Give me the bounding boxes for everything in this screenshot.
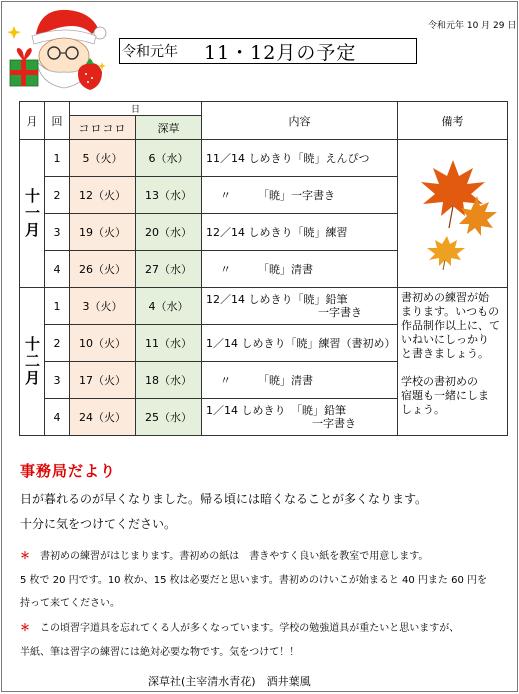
- maple-leaves-icon: [405, 152, 501, 272]
- date-col-a: 3（火）: [70, 288, 136, 325]
- date-col-b: 4（水）: [136, 288, 202, 325]
- date-col-b: 25（水）: [136, 399, 202, 436]
- date-col-a: 12（火）: [70, 177, 136, 214]
- session-number: 3: [45, 214, 70, 251]
- session-number: 1: [45, 140, 70, 177]
- date-col-b: 18（水）: [136, 362, 202, 399]
- news-bullet-1-line-2: 5 枚で 20 円です。10 枚か、15 枚は必要だと思います。書初めのけいこが始まると 40 円また 60 円を: [20, 575, 487, 586]
- content-cell: 11／14 しめきり「暁」えんぴつ: [202, 140, 398, 177]
- santa-illustration: [6, 4, 110, 96]
- news-bullet-2-line-2: 半紙、筆は習字の練習には絶対必要な物です。気をつけて！！: [20, 647, 300, 658]
- content-cell: 1／14 しめきり「暁」練習（書初め）: [202, 325, 398, 362]
- note-cell-dec: 書初めの練習が始 まります。いつもの 作品制作以上に、て いねいにしっかり と書きましょう。 学校の書初めの 宿題も一緒にしま しょう。: [398, 288, 508, 436]
- news-bullet-1-line-3: 持って来てください。: [20, 598, 120, 609]
- news-paragraph-1: 日が暮れるのが早くなりました。帰る頃には暗くなることが多くなります。: [20, 492, 428, 506]
- content-cell: 12／14 しめきり「暁」鉛筆 一字書き: [202, 288, 398, 325]
- date-col-b: 13（水）: [136, 177, 202, 214]
- title-prefix: 令和元年: [122, 44, 178, 60]
- session-number: 4: [45, 251, 70, 288]
- header-day-group: 日: [70, 102, 202, 116]
- note-cell-nov: [398, 140, 508, 288]
- date-col-b: 20（水）: [136, 214, 202, 251]
- date-col-a: 24（火）: [70, 399, 136, 436]
- date-col-b: 6（水）: [136, 140, 202, 177]
- header-col-b: 深草: [136, 116, 202, 140]
- issue-date: 令和元年 10 月 29 日: [428, 21, 517, 31]
- session-number: 3: [45, 362, 70, 399]
- table-row: [20, 288, 508, 325]
- content-cell: 〃 「暁」清書: [202, 362, 398, 399]
- date-col-b: 11（水）: [136, 325, 202, 362]
- star-marker: ＊: [20, 551, 30, 562]
- news-title: 事務局だより: [20, 462, 117, 480]
- session-number: 2: [45, 325, 70, 362]
- header-session: 回: [45, 102, 70, 140]
- content-cell: 1／14 しめきり 「暁」鉛筆 一字書き: [202, 399, 398, 436]
- page-title: [119, 38, 417, 64]
- content-cell: 12／14 しめきり「暁」練習: [202, 214, 398, 251]
- news-bullet-1: ＊ 書初めの練習がはじまります。書初めの紙は 書きやすく良い紙を教室で用意します。: [20, 551, 429, 562]
- header-note: 備考: [398, 102, 508, 140]
- title-main: 11・12月の予定: [204, 41, 357, 64]
- schedule-table: [19, 101, 508, 436]
- content-cell: 〃 「暁」清書: [202, 251, 398, 288]
- table-row: [20, 140, 508, 177]
- star-marker: ＊: [20, 623, 30, 634]
- date-col-a: 19（火）: [70, 214, 136, 251]
- date-col-a: 26（火）: [70, 251, 136, 288]
- date-col-a: 17（火）: [70, 362, 136, 399]
- session-number: 2: [45, 177, 70, 214]
- header-content: 内容: [202, 102, 398, 140]
- news-bullet-2: ＊ この頃習字道具を忘れてくる人が多くなっています。学校の勉強道具が重たいと思いますが、: [20, 623, 460, 634]
- news-paragraph-2: 十分に気をつけてください。: [20, 517, 177, 531]
- date-col-a: 5（火）: [70, 140, 136, 177]
- header-month: 月: [20, 102, 45, 140]
- month-label: 十一月: [20, 140, 45, 288]
- footer-signature: 深草社(主宰清水青花) 酒井葉風: [148, 675, 311, 688]
- date-col-b: 27（水）: [136, 251, 202, 288]
- page: [1, 1, 518, 692]
- header-col-a: コロコロ: [70, 116, 136, 140]
- month-label: 十二月: [20, 288, 45, 436]
- session-number: 4: [45, 399, 70, 436]
- session-number: 1: [45, 288, 70, 325]
- date-col-a: 10（火）: [70, 325, 136, 362]
- content-cell: 〃 「暁」一字書き: [202, 177, 398, 214]
